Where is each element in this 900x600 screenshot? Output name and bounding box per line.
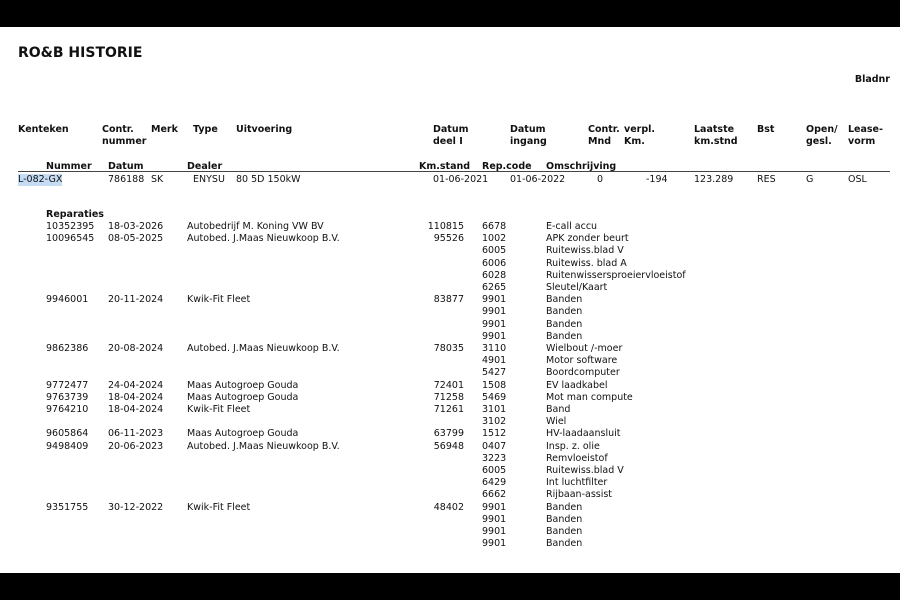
repair-code: 3223 [482,452,507,464]
repair-dealer: Autobed. J.Maas Nieuwkoop B.V. [187,233,340,245]
repair-description: Banden [546,526,583,537]
repair-description: Banden [546,294,583,306]
repair-nummer: 9862386 [46,343,89,354]
subheader-datum: Datum [108,161,144,172]
report-title: RO&B HISTORIE [18,45,143,61]
repair-dealer: Autobedrijf M. Koning VW BV [187,221,324,232]
bladnr-label: Bladnr [854,74,890,85]
col-header-open-gesl: gesl. [806,136,832,147]
repair-code: 1508 [482,379,507,391]
col-header-laatste-km: km.stnd [694,136,738,147]
repair-nummer: 9772477 [46,379,89,391]
contr-mnd-value: 0 [597,174,604,185]
repair-km: 63799 [433,428,464,440]
repair-datum: 06-11-2023 [108,428,164,440]
repair-nummer: 9764210 [46,404,89,415]
repair-description: Banden [546,513,583,525]
col-header-uitvoering: Uitvoering [236,124,293,135]
col-header-contr-mnd: Contr. [588,124,620,135]
type-value: ENYSU [193,174,225,185]
repair-nummer: 9763739 [46,391,89,403]
repair-code: 5427 [482,367,507,379]
repair-code: 0407 [482,440,507,452]
subheader-kmstand: Km.stand [419,161,471,172]
repair-datum: 20-11-2024 [108,294,164,306]
repair-dealer: Maas Autogroep Gouda [187,428,299,440]
col-header-datum-ingang: ingang [510,136,547,147]
repair-km: 71258 [433,391,464,403]
col-header-merk: Merk [151,124,178,135]
contract-nummer-value: 786188 [108,174,145,185]
repair-datum: 18-04-2024 [108,391,164,403]
repair-nummer: 9351755 [46,501,89,513]
col-header-datum-ingang: Datum [510,124,546,135]
repair-code: 4901 [482,355,507,367]
subheader-nummer: Nummer [46,161,92,172]
repair-description: Banden [546,538,583,550]
repair-code: 9901 [482,294,507,306]
repair-description: Wiel [546,416,567,428]
repair-description: HV-laadaansluit [546,428,621,440]
repair-nummer: 10096545 [46,233,95,245]
repair-description: Remvloeistof [546,452,608,464]
repair-dealer: Maas Autogroep Gouda [187,379,299,391]
col-header-kenteken: Kenteken [18,124,69,135]
repair-code: 3101 [482,404,507,415]
repair-dealer: Autobed. J.Maas Nieuwkoop B.V. [187,343,340,354]
repair-description: Banden [546,318,583,330]
repair-code: 6662 [482,489,507,501]
repair-km: 72401 [433,379,464,391]
repair-code: 5469 [482,391,507,403]
repair-description: Ruitenwissersproeiervloeistof [546,269,686,281]
repair-description: Banden [546,330,583,342]
repair-description: E-call accu [546,221,598,232]
col-header-laatste-km: Laatste [694,124,735,135]
repair-code: 9901 [482,318,507,330]
report-page [0,27,900,573]
uitvoering-value: 80 5D 150kW [236,174,301,185]
repair-code: 6006 [482,257,507,269]
repair-datum: 24-04-2024 [108,379,164,391]
repair-km: 56948 [433,440,464,452]
reparaties-heading: Reparaties [46,209,104,220]
repair-description: EV laadkabel [546,379,608,391]
repair-code: 9901 [482,330,507,342]
repair-description: Int luchtfilter [546,477,608,489]
col-header-verpl-km: verpl. [624,124,655,135]
repair-code: 9901 [482,501,507,513]
repair-datum: 20-06-2023 [108,440,164,452]
repair-nummer: 10352395 [46,221,95,232]
open-gesl-value: G [806,174,814,185]
repair-km: 83877 [433,294,464,306]
col-header-lease-vorm: Lease- [848,124,883,135]
repair-code: 1002 [482,233,507,245]
repair-datum: 18-04-2024 [108,404,164,415]
repair-datum: 20-08-2024 [108,343,164,354]
header-divider [18,171,890,172]
repair-description: Ruitewiss.blad V [546,245,624,257]
repair-datum: 08-05-2025 [108,233,164,245]
repair-code: 3110 [482,343,507,354]
repair-description: APK zonder beurt [546,233,629,245]
repair-datum: 30-12-2022 [108,501,164,513]
repair-description: Motor software [546,355,618,367]
repair-description: Mot man compute [546,391,633,403]
repair-code: 3102 [482,416,507,428]
repair-description: Banden [546,306,583,318]
repair-description: Band [546,404,571,415]
repair-code: 6028 [482,269,507,281]
subheader-dealer: Dealer [187,161,223,172]
repair-description: Rijbaan-assist [546,489,613,501]
repair-code: 1512 [482,428,507,440]
subheader-repcode: Rep.code [482,161,532,172]
repair-code: 6005 [482,245,507,257]
repair-nummer: 9605864 [46,428,89,440]
repair-description: Banden [546,501,583,513]
col-header-contr-nummer: nummer [102,136,147,147]
datum-ingang-value: 01-06-2022 [510,174,566,185]
repair-km: 78035 [433,343,464,354]
repair-dealer: Kwik-Fit Fleet [187,404,251,415]
datum-deel-value: 01-06-2021 [433,174,489,185]
repair-dealer: Maas Autogroep Gouda [187,391,299,403]
repair-code: 6678 [482,221,507,232]
repair-dealer: Autobed. J.Maas Nieuwkoop B.V. [187,440,340,452]
col-header-verpl-km: Km. [624,136,645,147]
lease-vorm-value: OSL [848,174,867,185]
repair-description: Sleutel/Kaart [546,282,608,293]
col-header-lease-vorm: vorm [848,136,876,147]
col-header-open-gesl: Open/ [806,124,838,135]
verpl-km-value: -194 [646,174,668,185]
repair-nummer: 9946001 [46,294,89,306]
subheader-omschrijving: Omschrijving [546,161,617,172]
repair-code: 6005 [482,465,507,476]
repair-datum: 18-03-2026 [108,221,164,232]
repair-code: 6429 [482,477,507,489]
repair-km: 110815 [427,221,464,232]
repair-description: Boordcomputer [546,367,620,379]
repair-description: Ruitewiss.blad V [546,465,624,476]
repair-description: Ruitewiss. blad A [546,257,627,269]
repair-km: 71261 [433,404,464,415]
repair-code: 9901 [482,306,507,318]
col-header-contr-nummer: Contr. [102,124,134,135]
repair-description: Wielbout /-moer [546,343,623,354]
col-header-contr-mnd: Mnd [588,136,612,147]
col-header-type: Type [193,124,218,135]
merk-value: SK [151,174,164,185]
repair-dealer: Kwik-Fit Fleet [187,294,251,306]
repair-code: 9901 [482,538,507,550]
col-header-datum-deel: Datum [433,124,469,135]
kenteken-value[interactable]: L-082-GX [18,174,63,185]
repair-code: 6265 [482,282,507,293]
laatste-km-value: 123.289 [694,174,734,185]
repair-dealer: Kwik-Fit Fleet [187,501,251,513]
repair-description: Insp. z. olie [546,440,600,452]
col-header-datum-deel: deel I [433,136,463,147]
repair-km: 48402 [433,501,464,513]
repair-code: 9901 [482,513,507,525]
repair-nummer: 9498409 [46,440,89,452]
col-header-bst: Bst [757,124,775,135]
bst-value: RES [757,174,776,185]
repair-code: 9901 [482,526,507,537]
repair-km: 95526 [433,233,464,245]
